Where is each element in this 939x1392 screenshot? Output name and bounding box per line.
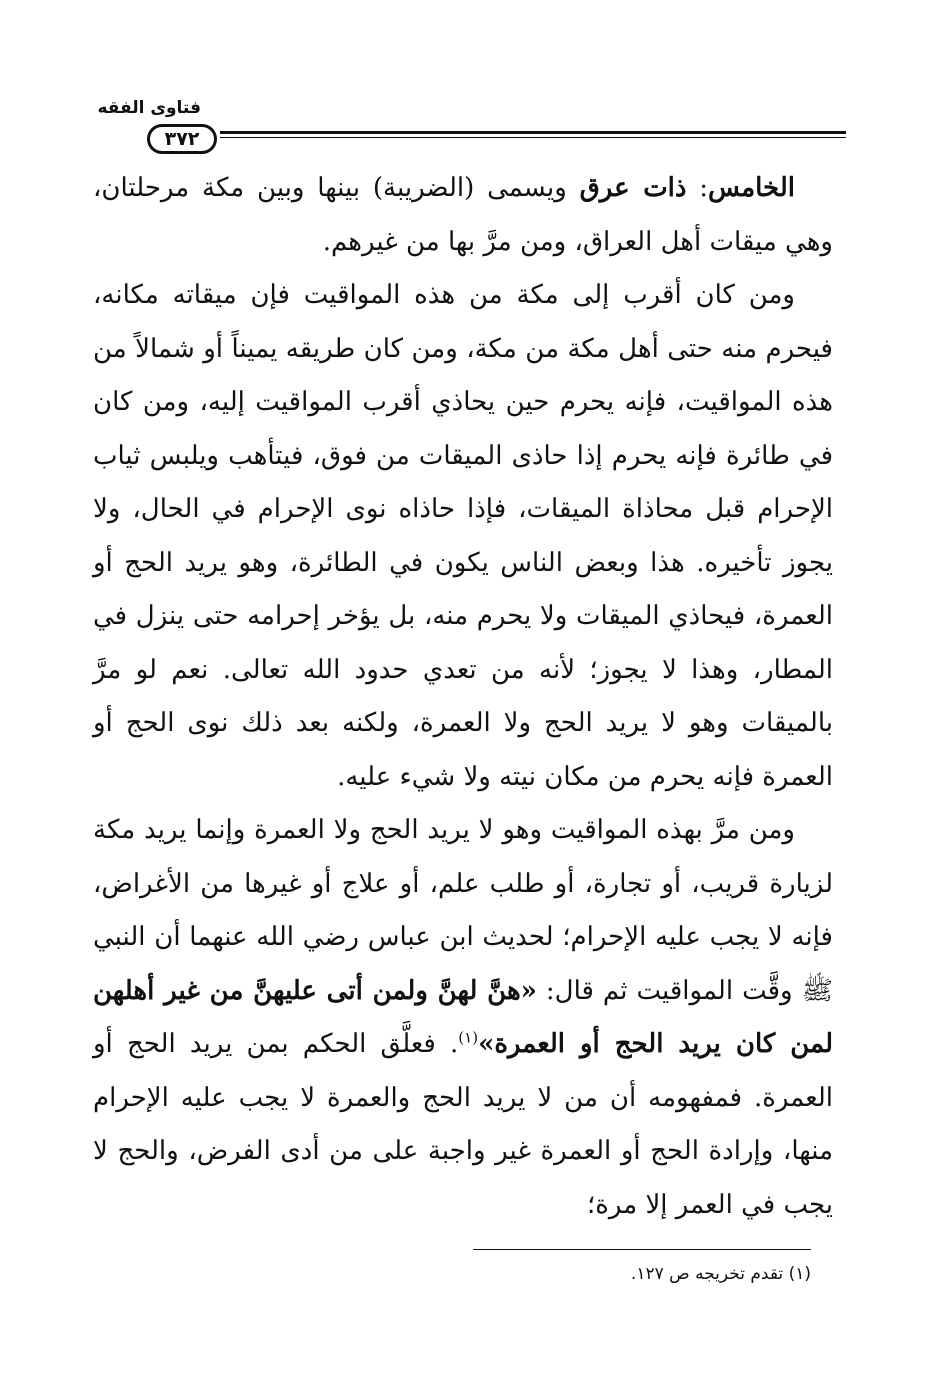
footnote-text: تقدم تخريجه ص ١٢٧. bbox=[630, 1264, 784, 1284]
header-rule bbox=[220, 131, 846, 134]
section-label: الخامس bbox=[708, 173, 795, 203]
paragraph-3: ومن مرَّ بهذه المواقيت وهو لا يريد الحج ولا العمرة وإنما يريد مكة لزيارة قريب، أو تجارة، أو طلب علم، أو علاج أو غيرها من الأغراض، فإنه لا يجب عليه الإحرام؛ لحديث ابن عباس رضي الله عنهما أن النبي ﷺ وقَّت المواقيت ثم قال: «هنَّ لهنَّ ولمن أتى عليهنَّ من غير أهلهن لمن كان يريد الحج أو العمرة»$^{(١)}$. فعلَّق الحكم بمن يريد الحج أو العمرة. فمفهومه أن من لا يريد الحج والعمرة لا يجب عليه الإحرام منها، وإرادة الحج أو العمرة غير واجبة على من أدى الفرض، والحج لا يجب في العمر إلا مرة؛ bbox=[93, 815, 833, 1220]
paragraph-2: ومن كان أقرب إلى مكة من هذه المواقيت فإن ميقاته مكانه، فيحرم منه حتى أهل مكة من مكة، ومن كان طريقه يميناً أو شمالاً من هذه المواقيت، فإنه يحرم حين يحاذي أقرب المواقيت إليه، ومن كان في طائرة فإنه يحرم إذا حاذى الميقات من فوق، فيتأهب ويلبس ثياب الإحرام قبل محاذاة الميقات، فإذا حاذاه نوى الإحرام في الحال، ولا يجوز تأخيره. هذا وبعض الناس يكون في الطائرة، وهو يريد الحج أو العمرة، فيحاذي الميقات ولا يحرم منه، بل يؤخر إحرامه حتى ينزل في المطار، وهذا لا يجوز؛ لأنه من تعدي حدود الله تعالى. نعم لو مرَّ بالميقات وهو لا يريد الحج ولا العمرة، ولكنه بعد ذلك نوى الحج أو العمرة فإنه يحرم من مكان نيته ولا شيء عليه. bbox=[93, 280, 833, 792]
header-rule-thin bbox=[220, 137, 846, 138]
page-number-badge: ٣٧٢ bbox=[147, 124, 217, 154]
footnote-rule bbox=[473, 1249, 811, 1250]
running-title: فتاوى الفقه bbox=[97, 98, 201, 118]
body-text bbox=[93, 162, 833, 1232]
footnote bbox=[631, 1264, 811, 1284]
miqat-name: ذات عرق bbox=[579, 173, 687, 203]
paragraph-1: الخامس: ذات عرق ويسمى (الضريبة) بينها وبين مكة مرحلتان، وهي ميقات أهل العراق، ومن مرَّ بها من غيرهم. bbox=[93, 173, 833, 257]
hadith-quote: «هنَّ لهنَّ ولمن أتى عليهنَّ من غير أهلهن لمن كان يريد الحج أو العمرة» bbox=[93, 975, 833, 1059]
footnote-ref: (١) bbox=[458, 1028, 479, 1047]
footnote-number: (١) bbox=[788, 1264, 811, 1284]
